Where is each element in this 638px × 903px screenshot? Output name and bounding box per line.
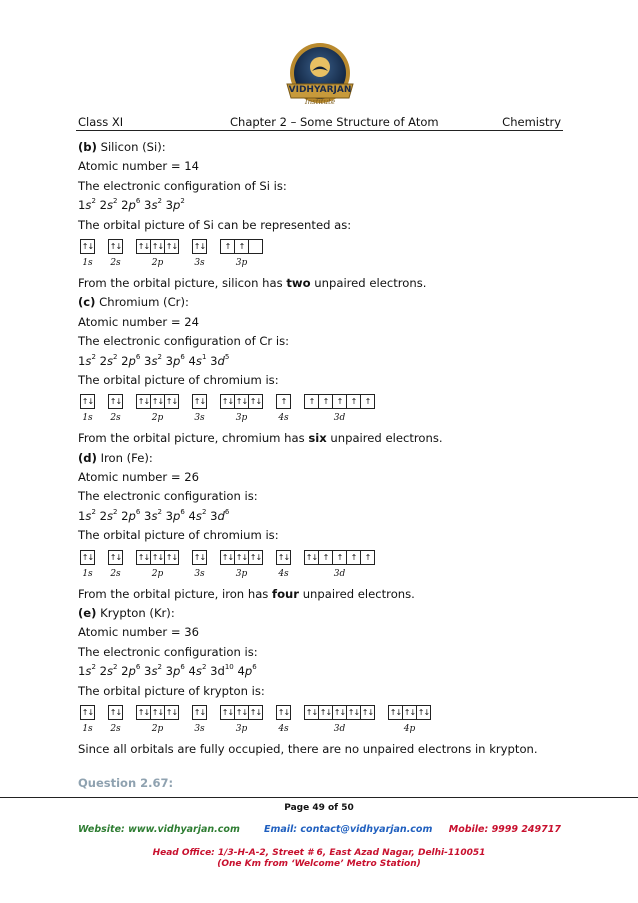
orbital-group <box>388 705 430 719</box>
orbital-label: 4s <box>278 723 289 734</box>
text-segment: p <box>173 353 181 368</box>
orbital-group <box>136 705 178 719</box>
orbital-box: ↑↓ <box>220 705 235 720</box>
text-segment: 4 <box>184 353 196 368</box>
text-line <box>78 354 563 373</box>
text-line <box>78 179 563 198</box>
orbital-group <box>80 239 94 253</box>
website-link[interactable]: Website: www.vidhyarjan.com <box>78 824 240 835</box>
page-number: Page 49 of 50 <box>284 803 354 813</box>
text-segment: The electronic configuration is: <box>78 644 258 659</box>
text-segment: 2 <box>95 353 107 368</box>
orbital-box: ↑↓ <box>402 705 417 720</box>
text-segment: s <box>151 664 158 679</box>
orbital-label: 3d <box>333 723 346 734</box>
text-segment: p <box>244 664 253 679</box>
bold-text: four <box>272 586 300 601</box>
orbital-box: ↑↓ <box>332 705 347 720</box>
logo-subtitle: Institute <box>304 98 336 106</box>
text-segment: p <box>173 664 181 679</box>
text-segment: 3 <box>206 508 218 523</box>
text-segment: 1 <box>78 664 86 679</box>
orbital-label: 2s <box>110 413 121 424</box>
orbital-box: ↑ <box>234 239 249 254</box>
text-segment: d <box>217 508 225 523</box>
text-segment: s <box>151 198 158 213</box>
text-segment: 2 <box>95 664 107 679</box>
text-line <box>78 664 563 683</box>
text-line <box>78 509 563 528</box>
text-line <box>78 140 563 159</box>
orbital-group <box>220 550 262 564</box>
orbital-label: 3d <box>333 413 346 424</box>
text-line <box>78 645 563 664</box>
bold-text: (b) <box>78 140 97 154</box>
superscript: 1 <box>201 352 207 361</box>
orbital-box: ↑ <box>276 394 291 409</box>
orbital-box: ↑↓ <box>318 705 333 720</box>
orbital-box: ↑↓ <box>136 550 151 565</box>
orbital-group <box>304 550 374 564</box>
text-line <box>78 451 563 470</box>
text-line <box>78 373 563 392</box>
superscript: 6 <box>135 352 141 361</box>
text-segment: Since all orbitals are fully occupied, there are no unpaired electrons in krypton. <box>78 741 538 756</box>
superscript: 2 <box>113 197 118 206</box>
text-line <box>78 470 563 489</box>
bold-text: (c) <box>78 295 96 310</box>
page-header <box>78 115 561 131</box>
text-segment: Chromium (Cr): <box>95 295 189 310</box>
text-segment: Atomic number = 26 <box>78 470 200 485</box>
text-line <box>78 198 563 217</box>
orbital-box: ↑↓ <box>150 705 165 720</box>
orbital-box: ↑↓ <box>108 705 123 720</box>
text-segment: 4 <box>184 664 196 679</box>
text-segment: Atomic number = 36 <box>78 625 200 640</box>
orbital-box: ↑↓ <box>164 239 179 254</box>
orbital-label: 2p <box>151 257 164 268</box>
bold-text: (e) <box>78 606 97 621</box>
orbital-label: 2s <box>110 568 121 579</box>
superscript: 2 <box>157 352 162 361</box>
orbital-box: ↑ <box>318 394 333 409</box>
orbital-label: 1s <box>82 413 93 424</box>
text-segment: The orbital picture of krypton is: <box>78 683 265 698</box>
orbital-label: 2p <box>151 568 164 579</box>
orbital-box: ↑ <box>304 394 319 409</box>
text-segment: The orbital picture of Si can be represented as: <box>78 217 352 232</box>
header-subject: Chemistry <box>502 115 561 129</box>
orbital-group <box>136 550 178 564</box>
text-line <box>78 489 563 508</box>
orbital-group <box>220 705 262 719</box>
text-segment: s <box>195 353 202 368</box>
orbital-group <box>108 705 122 719</box>
superscript: 2 <box>157 508 162 516</box>
text-line <box>78 587 563 606</box>
orbital-box: ↑↓ <box>108 394 123 409</box>
mobile-number: Mobile: 9999 249717 <box>448 824 561 835</box>
text-segment: 3 <box>140 664 152 679</box>
orbital-label: 1s <box>82 257 93 268</box>
orbital-box: ↑ <box>220 239 235 254</box>
orbital-label: 3p <box>235 723 248 734</box>
superscript: 6 <box>252 663 257 672</box>
header-class: Class XI <box>78 115 124 129</box>
institute-logo <box>281 40 359 116</box>
text-segment: 3d <box>206 664 225 679</box>
text-segment: p <box>128 353 136 368</box>
orbital-box: ↑↓ <box>248 705 263 720</box>
orbital-label: 3p <box>235 257 248 268</box>
orbital-label: 4s <box>278 413 289 424</box>
orbital-box: ↑ <box>346 550 361 565</box>
bold-text: (d) <box>78 450 97 465</box>
superscript: 6 <box>180 508 185 516</box>
orbital-box: ↑↓ <box>108 239 123 254</box>
orbital-box: ↑ <box>332 550 347 565</box>
text-segment: s <box>106 198 114 213</box>
orbital-box: ↑↓ <box>276 550 291 565</box>
orbital-diagram <box>78 392 563 431</box>
orbital-box: ↑↓ <box>248 394 263 409</box>
orbital-diagram <box>78 237 563 276</box>
superscript: 6 <box>180 663 185 672</box>
orbital-label: 4s <box>278 568 289 579</box>
text-segment: 3 <box>161 508 174 523</box>
text-segment: 1 <box>78 508 86 523</box>
text-segment: The electronic configuration of Si is: <box>78 178 287 193</box>
text-line <box>78 295 563 314</box>
email-link[interactable]: Email: contact@vidhyarjan.com <box>264 824 433 835</box>
orbital-box: ↑↓ <box>192 550 207 565</box>
superscript: 6 <box>135 508 141 516</box>
footer-divider <box>0 797 638 798</box>
orbital-group <box>304 705 374 719</box>
text-segment: 3 <box>161 353 174 368</box>
orbital-box: ↑↓ <box>304 705 319 720</box>
text-line <box>78 218 563 237</box>
superscript: 2 <box>91 663 96 672</box>
orbital-box: ↑↓ <box>80 705 95 720</box>
text-segment: 3 <box>206 353 218 368</box>
text-segment: Atomic number = 24 <box>78 314 200 329</box>
text-segment: s <box>195 664 202 679</box>
superscript: 2 <box>91 352 96 361</box>
orbital-box: ↑ <box>360 394 375 409</box>
text-segment: From the orbital picture, silicon has <box>78 275 287 290</box>
orbital-box: ↑ <box>318 550 333 565</box>
orbital-box: ↑↓ <box>234 394 249 409</box>
text-segment: 3 <box>161 664 174 679</box>
superscript: 2 <box>180 197 185 206</box>
bold-text: six <box>308 431 327 446</box>
orbital-diagram <box>78 548 563 587</box>
orbital-box: ↑↓ <box>234 705 249 720</box>
orbital-box: ↑ <box>332 394 347 409</box>
orbital-group <box>220 239 262 253</box>
orbital-group <box>108 239 122 253</box>
text-segment: s <box>106 664 114 679</box>
text-line <box>78 315 563 334</box>
superscript: 2 <box>201 508 207 516</box>
orbital-box: ↑ <box>346 394 361 409</box>
orbital-group <box>192 550 206 564</box>
orbital-box: ↑↓ <box>220 550 235 565</box>
text-segment: p <box>128 664 136 679</box>
text-segment: 4 <box>184 508 196 523</box>
orbital-box: ↑↓ <box>108 550 123 565</box>
text-segment: 4 <box>233 664 245 679</box>
text-segment: 3 <box>140 198 152 213</box>
orbital-box: ↑↓ <box>150 239 165 254</box>
text-segment: 1 <box>78 353 86 368</box>
orbital-box: ↑↓ <box>234 550 249 565</box>
text-segment: p <box>128 508 136 523</box>
superscript: 6 <box>224 508 230 516</box>
text-segment: Iron (Fe): <box>96 450 153 465</box>
text-segment: s <box>85 198 92 213</box>
orbital-group <box>108 550 122 564</box>
next-question-heading: Question 2.67: <box>78 776 174 790</box>
orbital-label: 2s <box>110 257 121 268</box>
orbital-box: ↑↓ <box>304 550 319 565</box>
superscript: 6 <box>135 663 141 672</box>
orbital-group <box>80 394 94 408</box>
orbital-box: ↑↓ <box>150 550 165 565</box>
orbital-label: 2p <box>151 723 164 734</box>
text-segment: 2 <box>117 508 129 523</box>
text-segment: From the orbital picture, iron has <box>78 586 273 601</box>
text-segment: p <box>173 198 181 213</box>
text-segment: unpaired electrons. <box>299 586 415 601</box>
header-divider <box>76 130 563 131</box>
text-segment: d <box>217 353 225 368</box>
text-segment: s <box>106 353 114 368</box>
orbital-diagram <box>78 703 563 742</box>
text-segment: s <box>85 353 92 368</box>
text-segment: 2 <box>117 198 129 213</box>
orbital-label: 4p <box>403 723 416 734</box>
orbital-box: ↑ <box>360 550 375 565</box>
orbital-label: 3p <box>235 568 248 579</box>
superscript: 2 <box>113 508 118 516</box>
orbital-group <box>108 394 122 408</box>
orbital-label: 3s <box>194 413 205 424</box>
orbital-label: 2p <box>151 413 164 424</box>
orbital-box <box>248 239 263 254</box>
superscript: 2 <box>157 663 162 672</box>
text-segment: The electronic configuration is: <box>78 489 258 504</box>
office-address-line: Head Office: 1/3-H-A-2, Street # 6, East Azad Nagar, Delhi-110051 <box>152 848 486 858</box>
orbital-group <box>220 394 262 408</box>
orbital-box: ↑↓ <box>192 705 207 720</box>
office-landmark-line: (One Km from ‘Welcome’ Metro Station) <box>217 859 421 869</box>
text-segment: unpaired electrons. <box>310 275 427 290</box>
text-segment: Atomic number = 14 <box>78 159 200 174</box>
orbital-box: ↑↓ <box>164 705 179 720</box>
text-segment: s <box>195 508 202 523</box>
text-line <box>78 276 563 295</box>
orbital-box: ↑↓ <box>136 239 151 254</box>
orbital-box: ↑↓ <box>276 705 291 720</box>
orbital-label: 1s <box>82 568 93 579</box>
orbital-group <box>80 550 94 564</box>
superscript: 2 <box>113 352 118 361</box>
orbital-label: 3s <box>194 723 205 734</box>
text-segment: Krypton (Kr): <box>96 606 175 621</box>
text-line <box>78 625 563 644</box>
text-segment: p <box>128 198 136 213</box>
orbital-label: 1s <box>82 723 93 734</box>
orbital-box: ↑↓ <box>80 550 95 565</box>
footer-contacts <box>78 824 561 838</box>
orbital-box: ↑↓ <box>136 705 151 720</box>
text-segment: s <box>151 508 158 523</box>
text-segment: s <box>106 508 114 523</box>
text-segment: unpaired electrons. <box>326 431 443 446</box>
orbital-group <box>304 394 374 408</box>
text-segment: The orbital picture of chromium is: <box>78 528 279 543</box>
superscript: 2 <box>91 508 96 516</box>
answer-content <box>78 140 563 761</box>
text-line <box>78 528 563 547</box>
orbital-label: 3d <box>333 568 346 579</box>
text-segment: 2 <box>117 353 129 368</box>
orbital-group <box>192 239 206 253</box>
orbital-group <box>80 705 94 719</box>
text-segment: From the orbital picture, chromium has <box>78 431 309 446</box>
superscript: 10 <box>224 663 234 672</box>
orbital-box: ↑↓ <box>220 394 235 409</box>
orbital-group <box>136 239 178 253</box>
superscript: 5 <box>224 352 230 361</box>
orbital-group <box>276 705 290 719</box>
head-office-address <box>0 848 638 870</box>
text-segment: Silicon (Si): <box>96 140 166 154</box>
text-line <box>78 334 563 353</box>
text-segment: The orbital picture of chromium is: <box>78 372 279 387</box>
orbital-box: ↑↓ <box>136 394 151 409</box>
orbital-group <box>276 394 290 408</box>
orbital-label: 3s <box>194 568 205 579</box>
orbital-box: ↑↓ <box>80 239 95 254</box>
orbital-label: 2s <box>110 723 121 734</box>
header-chapter: Chapter 2 – Some Structure of Atom <box>230 115 439 129</box>
text-line <box>78 606 563 625</box>
orbital-label: 3p <box>235 413 248 424</box>
text-segment: p <box>173 508 181 523</box>
text-segment: 3 <box>161 198 174 213</box>
orbital-group <box>192 394 206 408</box>
orbital-box: ↑↓ <box>192 239 207 254</box>
superscript: 6 <box>135 197 141 206</box>
orbital-group <box>192 705 206 719</box>
orbital-group <box>136 394 178 408</box>
orbital-box: ↑↓ <box>80 394 95 409</box>
text-segment: 3 <box>140 353 152 368</box>
orbital-group <box>276 550 290 564</box>
text-segment: 2 <box>117 664 129 679</box>
orbital-box: ↑↓ <box>164 394 179 409</box>
superscript: 2 <box>113 663 118 672</box>
orbital-box: ↑↓ <box>150 394 165 409</box>
text-line <box>78 431 563 450</box>
text-segment: 1 <box>78 198 86 213</box>
superscript: 6 <box>180 352 185 361</box>
orbital-label: 3s <box>194 257 205 268</box>
bold-text: two <box>286 275 311 290</box>
text-segment: The electronic configuration of Cr is: <box>78 334 290 349</box>
text-segment: s <box>151 353 158 368</box>
orbital-box: ↑↓ <box>192 394 207 409</box>
orbital-box: ↑↓ <box>360 705 375 720</box>
orbital-box: ↑↓ <box>164 550 179 565</box>
orbital-box: ↑↓ <box>388 705 403 720</box>
orbital-box: ↑↓ <box>248 550 263 565</box>
text-segment: 2 <box>95 508 107 523</box>
text-line <box>78 684 563 703</box>
logo-title: VIDHYARJAN <box>288 85 352 95</box>
superscript: 2 <box>201 663 207 672</box>
superscript: 2 <box>157 197 162 206</box>
text-segment: 3 <box>140 508 152 523</box>
superscript: 2 <box>91 197 96 206</box>
text-line <box>78 742 563 761</box>
text-line <box>78 159 563 178</box>
text-segment: 2 <box>95 198 107 213</box>
text-segment: s <box>85 508 92 523</box>
text-segment: s <box>85 664 92 679</box>
orbital-box: ↑↓ <box>346 705 361 720</box>
orbital-box: ↑↓ <box>416 705 431 720</box>
